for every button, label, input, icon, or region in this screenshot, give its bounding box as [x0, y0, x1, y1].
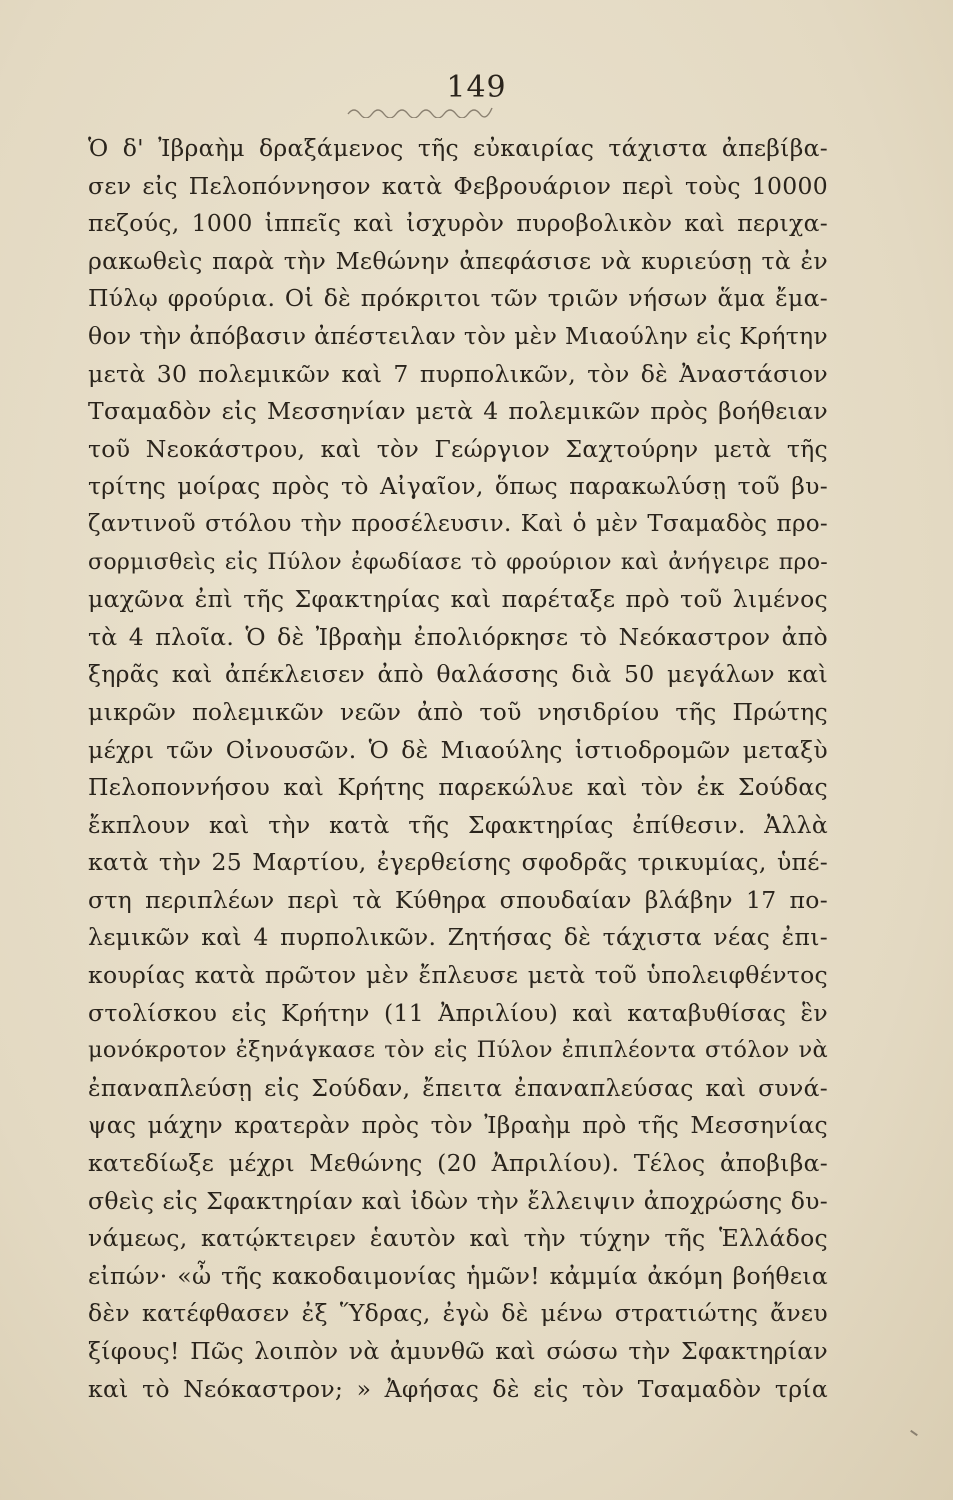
text-line: πεζούς, 1000 ἱππεῖς καὶ ἰσχυρὸν πυροβολικὸν καὶ περιχα-: [88, 209, 828, 238]
text-line: ἐπαναπλεύσῃ εἰς Σούδαν, ἔπειτα ἐπαναπλεύσας καὶ συνά-: [88, 1073, 828, 1102]
text-line: καὶ τὸ Νεόκαστρον; » Ἀφήσας δὲ εἰς τὸν Τσαμαδὸν τρία: [88, 1374, 828, 1403]
text-line: τρίτης μοίρας πρὸς τὸ Αἰγαῖον, ὅπως παρακωλύσῃ τοῦ βυ-: [88, 472, 828, 501]
text-line: Ὁ δ' Ἰβραὴμ δραξάμενος τῆς εὐκαιρίας τάχιστα ἀπεβίβα-: [88, 134, 828, 162]
text-line: στη περιπλέων περὶ τὰ Κύθηρα σπουδαίαν βλάβην 17 πο-: [88, 885, 828, 914]
text-line: ἔκπλουν καὶ τὴν κατὰ τῆς Σφακτηρίας ἐπίθεσιν. Ἀλλὰ: [88, 810, 828, 839]
text-line: τοῦ Νεοκάστρου, καὶ τὸν Γεώργιον Σαχτούρην μετὰ τῆς: [88, 434, 828, 463]
text-line: θον τὴν ἀπόβασιν ἀπέστειλαν τὸν μὲν Μιαούλην εἰς Κρήτην: [88, 321, 828, 350]
text-line: σεν εἰς Πελοπόννησον κατὰ Φεβρουάριον περὶ τοὺς 10000: [88, 171, 828, 200]
text-line: μετὰ 30 πολεμικῶν καὶ 7 πυρπολικῶν, τὸν δὲ Ἀναστάσιον: [88, 359, 828, 388]
text-line: στολίσκου εἰς Κρήτην (11 Ἀπριλίου) καὶ καταβυθίσας ἓν: [88, 998, 828, 1027]
body-text: [88, 130, 828, 1408]
text-line: ζαντινοῦ στόλου τὴν προσέλευσιν. Καὶ ὁ μὲν Τσαμαδὸς προ-: [88, 510, 828, 537]
text-line: ξηρᾶς καὶ ἀπέκλεισεν ἀπὸ θαλάσσης διὰ 50 μεγάλων καὶ: [88, 660, 828, 689]
text-line: Πελοποννήσου καὶ Κρήτης παρεκώλυε καὶ τὸν ἐκ Σούδας: [88, 773, 828, 802]
text-line: σορμισθεὶς εἰς Πύλον ἐφωδίασε τὸ φρούριον καὶ ἀνήγειρε προ-: [88, 549, 828, 575]
text-line: ρακωθεὶς παρὰ τὴν Μεθώνην ἀπεφάσισε νὰ κυριεύσῃ τὰ ἐν: [88, 246, 828, 275]
text-line: μικρῶν πολεμικῶν νεῶν ἀπὸ τοῦ νησιδρίου τῆς Πρώτης: [88, 697, 828, 726]
text-line: μέχρι τῶν Οἰνουσῶν. Ὁ δὲ Μιαούλης ἱστιοδρομῶν μεταξὺ: [88, 735, 828, 764]
text-line: σθεὶς εἰς Σφακτηρίαν καὶ ἰδὼν τὴν ἔλλειψιν ἀποχρώσης δυ-: [88, 1186, 828, 1215]
text-line: ψας μάχην κρατερὰν πρὸς τὸν Ἰβραὴμ πρὸ τῆς Μεσσηνίας: [88, 1111, 828, 1140]
text-line: μαχῶνα ἐπὶ τῆς Σφακτηρίας καὶ παρέταξε πρὸ τοῦ λιμένος: [88, 585, 828, 614]
text-line: κατὰ τὴν 25 Μαρτίου, ἐγερθείσης σφοδρᾶς τρικυμίας, ὑπέ-: [88, 848, 828, 877]
text-line: κατεδίωξε μέχρι Μεθώνης (20 Ἀπριλίου). Τέλος ἀποβιβα-: [88, 1149, 828, 1178]
text-line: ξίφους! Πῶς λοιπὸν νὰ ἀμυνθῶ καὶ σώσω τὴν Σφακτηρίαν: [88, 1337, 828, 1365]
text-line: κουρίας κατὰ πρῶτον μὲν ἔπλευσε μετὰ τοῦ ὑπολειφθέντος: [88, 961, 828, 990]
page-number: 149: [446, 70, 507, 105]
text-line: νάμεως, κατῴκτειρεν ἑαυτὸν καὶ τὴν τύχην τῆς Ἑλλάδος: [88, 1224, 828, 1253]
text-line: Τσαμαδὸν εἰς Μεσσηνίαν μετὰ 4 πολεμικῶν πρὸς βοήθειαν: [88, 397, 828, 426]
ink-mark: [910, 1430, 918, 1436]
text-line: λεμικῶν καὶ 4 πυρπολικῶν. Ζητήσας δὲ τάχιστα νέας ἐπι-: [88, 923, 828, 952]
wavy-rule-ornament: [346, 104, 496, 118]
text-line: δὲν κατέφθασεν ἐξ Ὕδρας, ἐγὼ δὲ μένω στρατιώτης ἄνευ: [88, 1299, 828, 1328]
text-line: μονόκροτον ἐξηνάγκασε τὸν εἰς Πύλον ἐπιπλέοντα στόλον νὰ: [88, 1037, 828, 1064]
text-line: τὰ 4 πλοῖα. Ὁ δὲ Ἰβραὴμ ἐπολιόρκησε τὸ Νεόκαστρον ἀπὸ: [88, 622, 828, 651]
text-line: Πύλῳ φρούρια. Οἱ δὲ πρόκριτοι τῶν τριῶν νήσων ἅμα ἔμα-: [88, 284, 828, 313]
text-line: εἰπών· «ὦ τῆς κακοδαιμονίας ἡμῶν! κἀμμία ἀκόμη βοήθεια: [88, 1261, 828, 1290]
